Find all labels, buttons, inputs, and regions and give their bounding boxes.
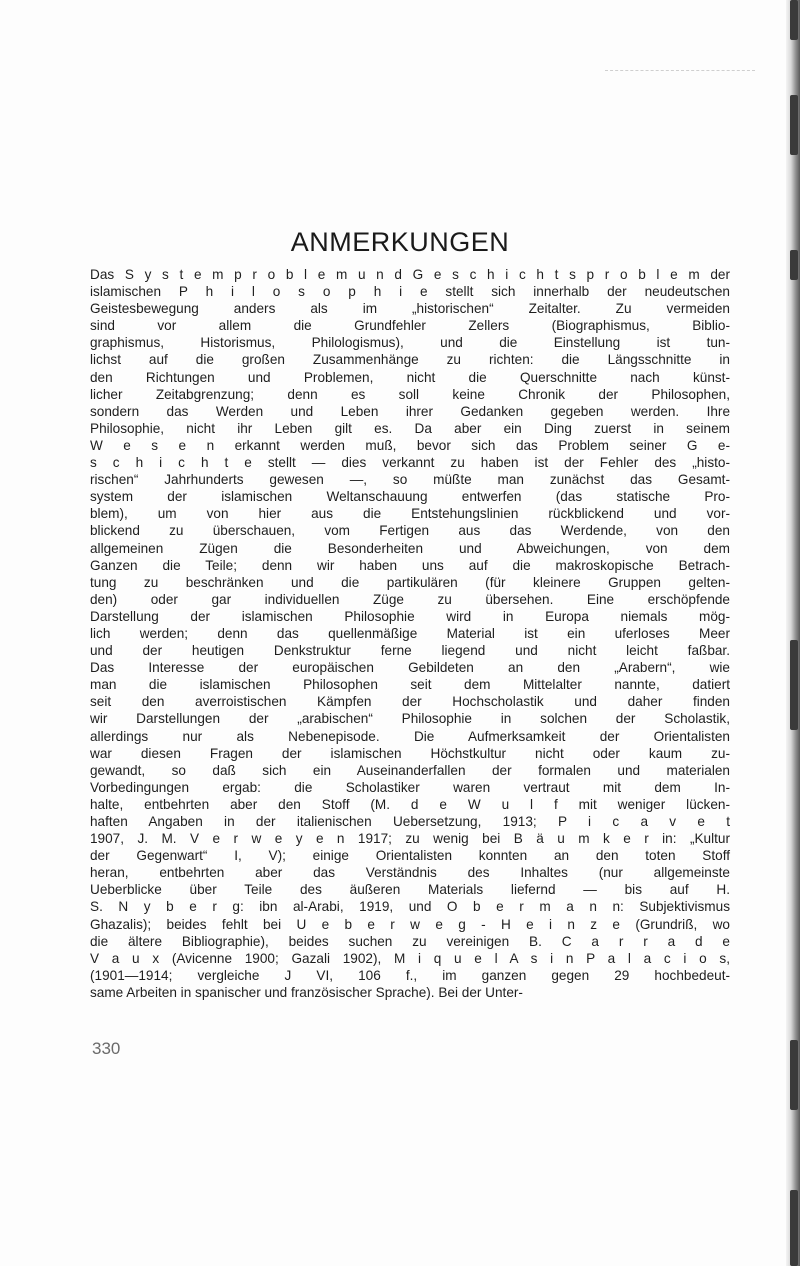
text-line: allgemeinen Zügen die Besonderheiten und Abweichungen, von dem (90, 540, 730, 556)
text-line: 1907, J. M. V e r w e y e n 1917; zu wenig bei B ä u m k e r in: „Kultur (90, 831, 730, 847)
text-line: wir Darstellungen der „arabischen“ Philosophie in solchen der Scholastik, (90, 711, 730, 727)
text-line: den Richtungen und Problemen, nicht die Querschnitte nach künst- (90, 369, 730, 385)
text-line: Ghazalis); beides fehlt bei U e b e r w e g - H e i n z e (Grundriß, wo (90, 916, 730, 932)
text-line: lich werden; denn das quellenmäßige Material ist ein uferloses Meer (90, 625, 730, 641)
text-line: islamischen P h i l o s o p h i e stellt sich innerhalb der neudeutschen (90, 284, 730, 300)
text-line: war diesen Fragen der islamischen Höchstkultur nicht oder kaum zu- (90, 745, 730, 761)
text-line: halte, entbehrten aber den Stoff (M. d e W u l f mit weniger lücken- (90, 796, 730, 812)
text-line: V a u x (Avicenne 1900; Gazali 1902), M i q u e l A s i n P a l a c i o s, (90, 950, 730, 966)
text-line: Philosophie, nicht ihr Leben gilt es. Da aber ein Ding zuerst in seinem (90, 420, 730, 436)
text-line: Das S y s t e m p r o b l e m u n d G e s c h i c h t s p r o b l e m der (90, 267, 730, 282)
text-line: die ältere Bibliographie), beides suchen zu vereinigen B. C a r r a d e (90, 933, 730, 949)
text-line: haften Angaben in der italienischen Uebersetzung, 1913; P i c a v e t (90, 814, 730, 829)
text-line: sondern das Werden und Leben ihrer Gedanken gegeben werden. Ihre (90, 403, 730, 419)
text-line: den) oder gar individuellen Züge zu übersehen. Eine erschöpfende (90, 591, 730, 607)
text-line: blickend zu überschauen, vom Fertigen aus das Werdende, von den (90, 523, 730, 539)
text-line: der Gegenwart“ I, V); einige Orientalisten konnten an den toten Stoff (90, 848, 730, 864)
text-line: allerdings nur als Nebenepisode. Die Aufmerksamkeit der Orientalisten (90, 728, 730, 744)
text-line: same Arbeiten in spanischer und französischer Sprache). Bei der Unter- (90, 984, 523, 1000)
text-line: rischen“ Jahrhunderts gewesen —, so müßte man zunächst das Gesamt- (90, 472, 730, 488)
text-line: s c h i c h t e stellt — dies verkannt zu haben ist der Fehler des „histo- (90, 455, 730, 471)
text-line: Ueberblicke über Teile des äußeren Materials liefernd — bis auf H. (90, 882, 730, 898)
faint-dotted-line (605, 70, 755, 71)
text-line: Das Interesse der europäischen Gebildeten an den „Arabern“, wie (90, 660, 730, 676)
text-line: und der heutigen Denkstruktur ferne liegend und nicht leicht faßbar. (90, 643, 730, 659)
page-number: 330 (92, 1039, 121, 1058)
text-line: Geistesbewegung anders als im „historischen“ Zeitalter. Zu vermeiden (90, 301, 730, 317)
text-line: (1901—1914; vergleiche J VI, 106 f., im ganzen gegen 29 hochbedeut- (90, 967, 730, 983)
text-line: graphismus, Historismus, Philologismus), und die Einstellung ist tun- (90, 335, 730, 351)
text-line: Ganzen die Teile; denn wir haben uns auf die makroskopische Betrach- (90, 557, 730, 573)
text-line: licher Zeitabgrenzung; denn es soll keine Chronik der Philosophen, (90, 386, 730, 402)
annotation-text-block (90, 266, 730, 1001)
text-line: Vorbedingungen ergab: die Scholastiker waren vertraut mit dem In- (90, 779, 730, 795)
text-line: Darstellung der islamischen Philosophie wird in Europa niemals mög- (90, 608, 730, 624)
text-line: heran, entbehrten aber das Verständnis des Inhaltes (nur allgemeinste (90, 865, 730, 881)
text-line: tung zu beschränken und die partikulären (für kleinere Gruppen gelten- (90, 574, 730, 590)
text-line: W e s e n erkannt werden muß, bevor sich das Problem seiner G e- (90, 437, 730, 453)
binding-edge-shadow (786, 0, 800, 1266)
text-line: lichst auf die großen Zusammenhänge zu richten: die Längsschnitte in (90, 352, 730, 368)
text-line: seit den averroistischen Kämpfen der Hochscholastik und daher finden (90, 694, 730, 710)
text-line: system der islamischen Weltanschauung entwerfen (das statische Pro- (90, 489, 730, 505)
text-line: gewandt, so daß sich ein Auseinanderfallen der formalen und materialen (90, 762, 730, 778)
text-line: sind vor allem die Grundfehler Zellers (Biographismus, Biblio- (90, 318, 730, 334)
text-line: blem), um von hier aus die Entstehungslinien rückblickend und vor- (90, 506, 730, 522)
text-line: man die islamischen Philosophen seit dem Mittelalter nannte, datiert (90, 677, 730, 693)
page-heading: ANMERKUNGEN (290, 227, 510, 257)
text-line: S. N y b e r g: ibn al-Arabi, 1919, und O b e r m a n n: Subjektivismus (90, 899, 730, 915)
